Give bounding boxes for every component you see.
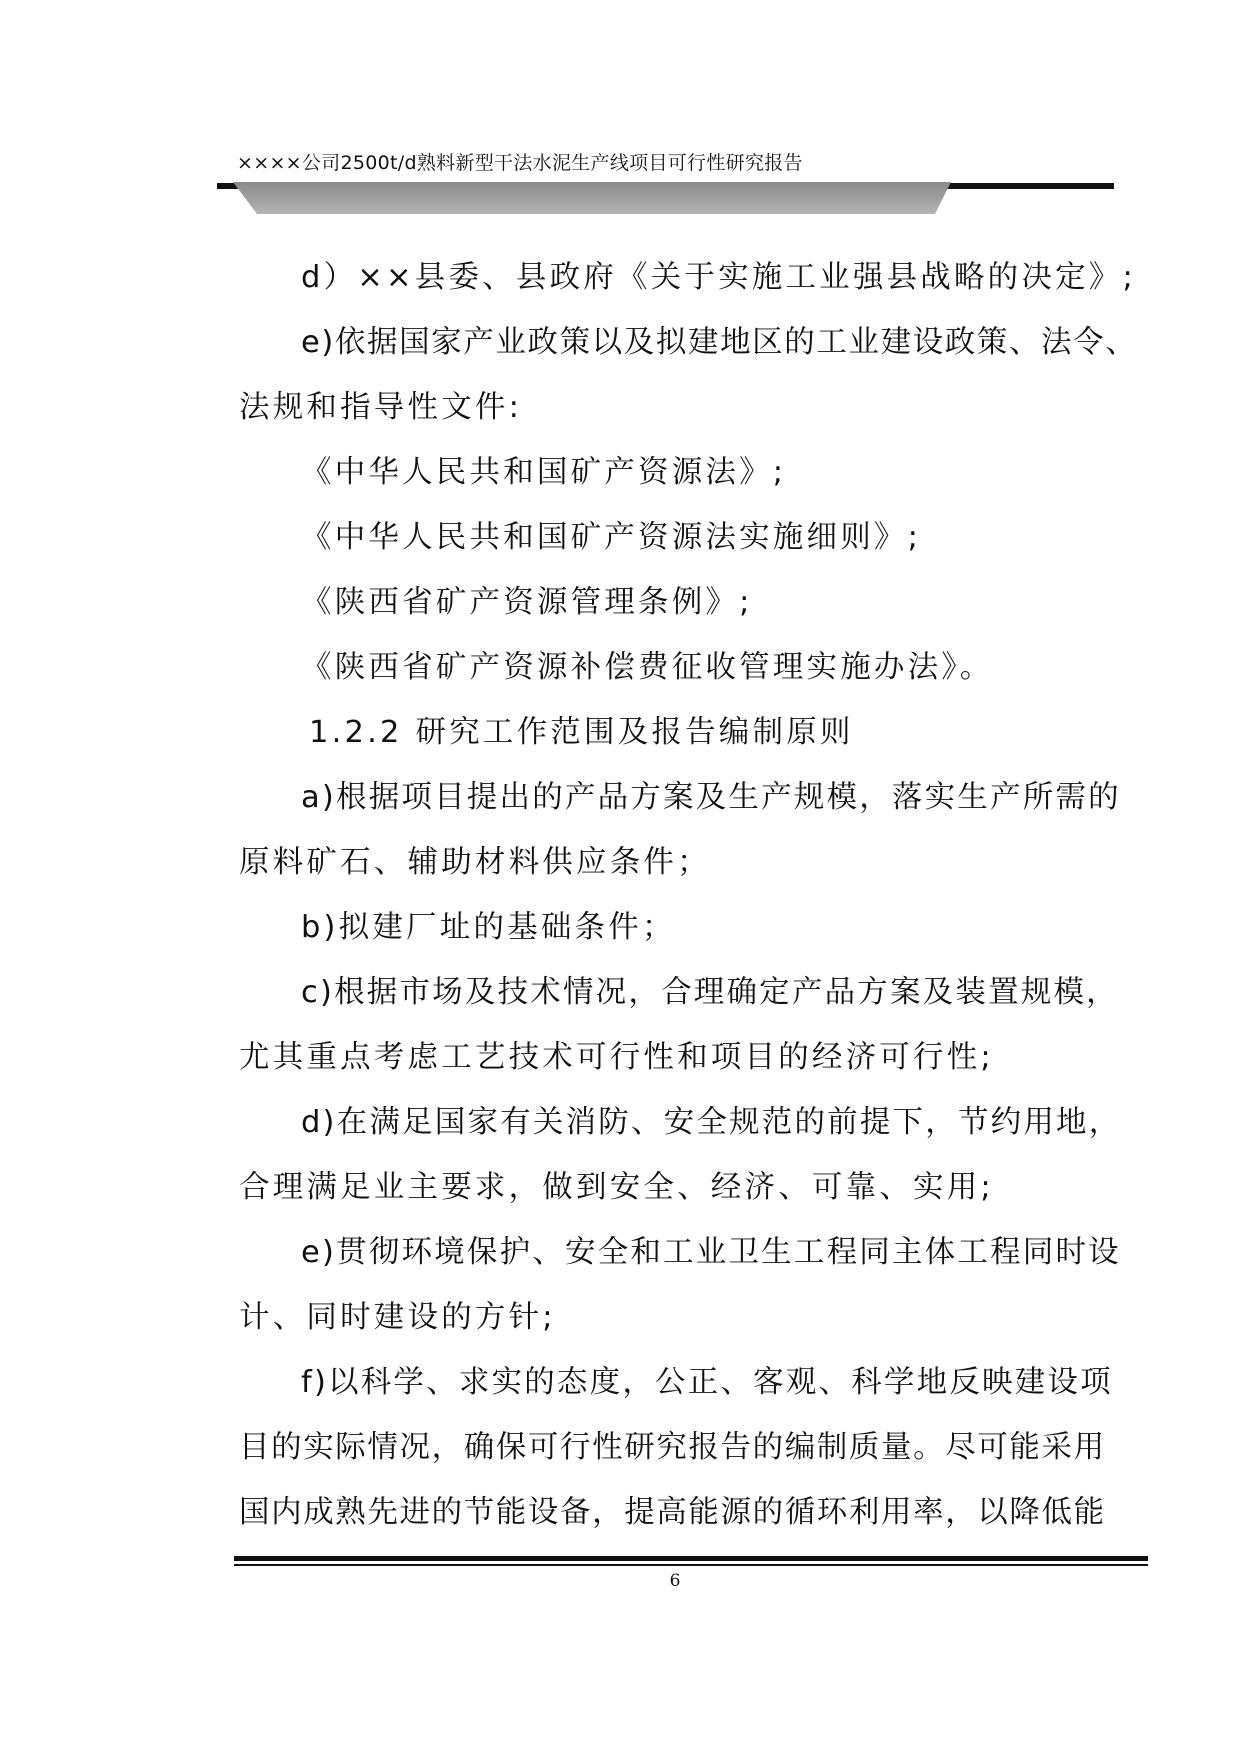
body-line: 法规和指导性文件: — [239, 390, 523, 425]
body-line: 国内成熟先进的节能设备，提高能源的循环利用率，以降低能 — [239, 1495, 1106, 1530]
body-line: 《陕西省矿产资源管理条例》; — [301, 585, 753, 620]
body-line: d）××县委、县政府《关于实施工业强县战略的决定》; — [301, 260, 1136, 295]
body-line: 《中华人民共和国矿产资源法》; — [301, 455, 787, 490]
body-text — [239, 245, 1138, 1545]
body-line: 目的实际情况，确保可行性研究报告的编制质量。尽可能采用 — [239, 1430, 1106, 1465]
body-line: 尤其重点考虑工艺技术可行性和项目的经济可行性; — [239, 1040, 994, 1075]
footer-rule — [234, 1556, 1148, 1568]
body-line: 原料矿石、辅助材料供应条件； — [239, 845, 711, 880]
body-line: 《中华人民共和国矿产资源法实施细则》; — [301, 520, 922, 555]
body-line: 《陕西省矿产资源补偿费征收管理实施办法》。 — [301, 650, 994, 685]
body-line: 计、同时建设的方针; — [239, 1300, 556, 1335]
page-number: 6 — [669, 1571, 681, 1591]
body-line: c)根据市场及技术情况，合理确定产品方案及装置规模， — [301, 975, 1119, 1010]
body-line: e)依据国家产业政策以及拟建地区的工业建设政策、法令、 — [301, 325, 1138, 360]
header-rule — [217, 178, 1114, 218]
body-line: d)在满足国家有关消防、安全规范的前提下，节约用地， — [301, 1105, 1122, 1140]
body-line: e)贯彻环境保护、安全和工业卫生工程同主体工程同时设 — [301, 1235, 1121, 1270]
body-line: a)根据项目提出的产品方案及生产规模，落实生产所需的 — [301, 780, 1121, 815]
header-title: ××××公司2500t/d熟料新型干法水泥生产线项目可行性研究报告 — [237, 152, 803, 174]
body-line: f)以科学、求实的态度，公正、客观、科学地反映建设项 — [301, 1365, 1113, 1400]
body-line: b)拟建厂址的基础条件； — [301, 910, 676, 945]
section-heading: 1.2.2 研究工作范围及报告编制原则 — [309, 715, 854, 750]
body-line: 合理满足业主要求，做到安全、经济、可靠、实用; — [239, 1170, 994, 1205]
